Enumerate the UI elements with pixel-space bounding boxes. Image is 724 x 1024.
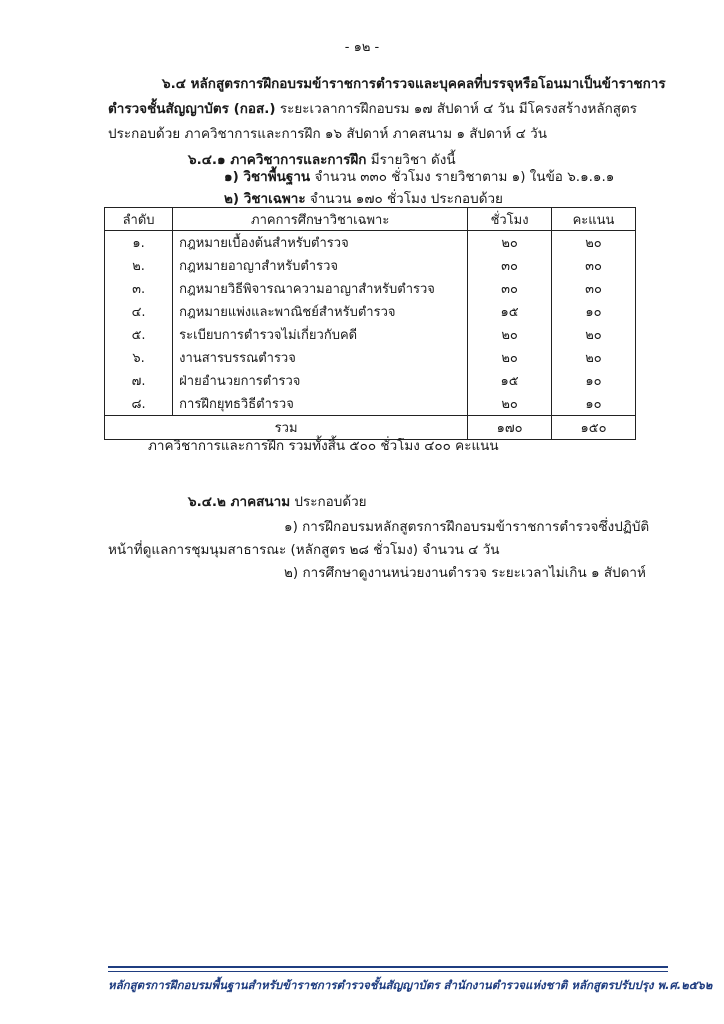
row-score: ๓๐ (552, 254, 636, 277)
subsection-6-4-1-label: ๖.๔.๑ ภาควิชาการและการฝึก (188, 152, 367, 168)
section-line-2 (108, 97, 637, 119)
row-order: ๘. (105, 392, 173, 416)
table-row (105, 254, 636, 277)
row-subject: กฎหมายเบื้องต้นสำหรับตำรวจ (173, 231, 468, 255)
row-score: ๑๐ (552, 392, 636, 416)
total-score: ๑๕๐ (552, 416, 636, 440)
footer-rule (108, 966, 668, 968)
row-hours: ๓๐ (468, 254, 552, 277)
special-subjects-table (104, 207, 636, 440)
basic-subjects-label: ๑) วิชาพื้นฐาน (224, 169, 311, 185)
row-order: ๑. (105, 231, 173, 255)
course-duration: ระยะเวลาการฝึกอบรม ๑๗ สัปดาห์ ๔ วัน มีโครงสร้างหลักสูตร (275, 101, 638, 117)
row-hours: ๒๐ (468, 392, 552, 416)
page-number: - ๑๒ - (344, 40, 380, 55)
footer-caption: หลักสูตรการฝึกอบรมพื้นฐานสำหรับข้าราชการตำรวจชั้นสัญญาบัตร สำนักงานตำรวจแห่งชาติ หลักสูตรปรับปรุง พ.ศ.๒๕๖๒ (108, 978, 713, 992)
basic-subjects-line (224, 165, 614, 187)
total-hours: ๑๗๐ (468, 416, 552, 440)
table-row (105, 392, 636, 416)
row-order: ๔. (105, 300, 173, 323)
row-subject: ระเบียบการตำรวจไม่เกี่ยวกับคดี (173, 323, 468, 346)
row-hours: ๓๐ (468, 277, 552, 300)
table-row (105, 369, 636, 392)
row-score: ๓๐ (552, 277, 636, 300)
table-row (105, 346, 636, 369)
row-hours: ๑๕ (468, 300, 552, 323)
row-subject: งานสารบรรณตำรวจ (173, 346, 468, 369)
special-subjects-detail: จำนวน ๑๗๐ ชั่วโมง ประกอบด้วย (305, 191, 503, 207)
row-subject: กฎหมายอาญาสำหรับตำรวจ (173, 254, 468, 277)
subsection-6-4-2-title (188, 490, 367, 512)
footer-rule-thin (108, 971, 668, 972)
row-subject: การฝึกยุทธวิธีตำรวจ (173, 392, 468, 416)
table-row (105, 323, 636, 346)
subsection-6-4-1-rest: มีรายวิชา ดังนี้ (366, 152, 456, 168)
section-line-3: ประกอบด้วย ภาควิชาการและการฝึก ๑๖ สัปดาห์ ภาคสนาม ๑ สัปดาห์ ๔ วัน (108, 126, 547, 142)
row-subject: กฎหมายแพ่งและพาณิชย์สำหรับตำรวจ (173, 300, 468, 323)
special-subjects-line (224, 187, 503, 209)
header-score: คะแนน (552, 208, 636, 231)
section-heading: ๖.๔ หลักสูตรการฝึกอบรมข้าราชการตำรวจและบุคคลที่บรรจุหรือโอนมาเป็นข้าราชการ (162, 76, 666, 92)
basic-subjects-detail: จำนวน ๓๓๐ ชั่วโมง รายวิชาตาม ๑) ในข้อ ๖.๑.๑.๑ (310, 169, 615, 185)
field-item-1-line-2: หน้าที่ดูแลการชุมนุมสาธารณะ (หลักสูตร ๒๘ ชั่วโมง) จำนวน ๔ วัน (108, 542, 500, 558)
row-score: ๑๐ (552, 369, 636, 392)
header-hours: ชั่วโมง (468, 208, 552, 231)
row-score: ๒๐ (552, 346, 636, 369)
row-hours: ๒๐ (468, 346, 552, 369)
subsection-6-4-2-label: ๖.๔.๒ ภาคสนาม (188, 494, 291, 510)
row-subject: กฎหมายวิธีพิจารณาความอาญาสำหรับตำรวจ (173, 277, 468, 300)
row-hours: ๒๐ (468, 231, 552, 255)
row-order: ๗. (105, 369, 173, 392)
special-subjects-label: ๒) วิชาเฉพาะ (224, 191, 306, 207)
field-item-1-line-1: ๑) การฝึกอบรมหลักสูตรการฝึกอบรมข้าราชการตำรวจซึ่งปฏิบัติ (284, 519, 650, 535)
header-order: ลำดับ (105, 208, 173, 231)
row-order: ๒. (105, 254, 173, 277)
row-score: ๒๐ (552, 323, 636, 346)
row-order: ๓. (105, 277, 173, 300)
table-header-row (105, 208, 636, 231)
row-score: ๑๐ (552, 300, 636, 323)
row-hours: ๑๕ (468, 369, 552, 392)
row-order: ๕. (105, 323, 173, 346)
subsection-6-4-2-rest: ประกอบด้วย (290, 494, 367, 510)
row-order: ๖. (105, 346, 173, 369)
total-note: ภาควิชาการและการฝึก รวมทั้งสิ้น ๕๐๐ ชั่วโมง ๔๐๐ คะแนน (148, 438, 499, 454)
row-score: ๒๐ (552, 231, 636, 255)
header-subject: ภาคการศึกษาวิชาเฉพาะ (173, 208, 468, 231)
field-item-2: ๒) การศึกษาดูงานหน่วยงานตำรวจ ระยะเวลาไม่เกิน ๑ สัปดาห์ (284, 565, 646, 581)
table-row (105, 277, 636, 300)
row-hours: ๒๐ (468, 323, 552, 346)
total-label: รวม (105, 416, 468, 440)
row-subject: ฝ่ายอำนวยการตำรวจ (173, 369, 468, 392)
course-abbrev: ตำรวจชั้นสัญญาบัตร (กอส.) (108, 101, 276, 117)
table-row (105, 300, 636, 323)
table-row (105, 231, 636, 255)
